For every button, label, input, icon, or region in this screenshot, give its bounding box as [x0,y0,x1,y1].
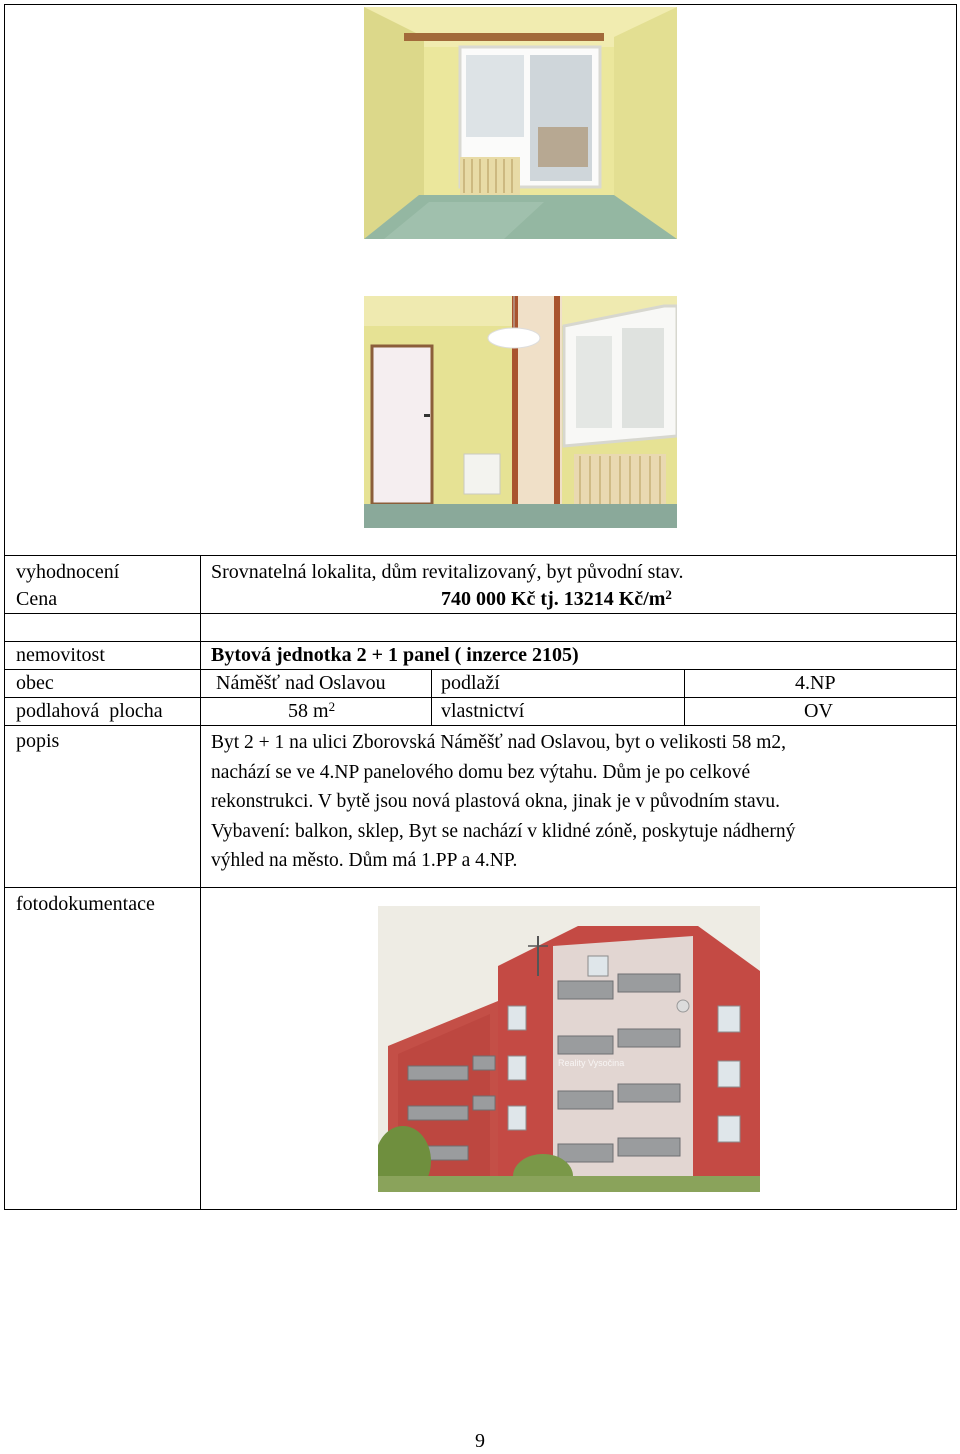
value-vyhodnoceni: Srovnatelná lokalita, dům revitalizovaný, byt původní stav. [211,561,684,583]
building-photo [378,906,760,1192]
watermark: Reality Vysočina [558,1058,625,1068]
value-podlazi: 4.NP [795,672,836,694]
value-cena [441,586,672,612]
label-fotodokumentace: fotodokumentace [16,893,155,915]
value-vlastnictvi: OV [804,700,833,722]
label-podlazi: podlaží [441,672,500,694]
value-plocha [288,698,335,724]
description-line: nachází se ve 4.NP panelového domu bez výtahu. Dům je po celkové [211,761,751,783]
area-text: 58 m [288,700,329,722]
label-obec: obec [16,672,54,694]
label-nemovitost: nemovitost [16,644,105,666]
label-popis: popis [16,730,60,752]
description-line: Vybavení: balkon, sklep, Byt se nachází v klidné zóně, poskytuje nádherný [211,820,796,842]
label-vyhodnoceni: vyhodnocení [16,561,120,583]
label-plocha: podlahová plocha [16,700,163,722]
price-sup: 2 [665,587,672,602]
description-line: výhled na město. Dům má 1.PP a 4.NP. [211,850,518,871]
label-vlastnictvi: vlastnictví [441,700,525,722]
price-text: 740 000 Kč tj. 13214 Kč/m [441,588,666,610]
area-sup: 2 [328,699,336,714]
description-line: rekonstrukci. V bytě jsou nová plastová okna, jinak je v původním stavu. [211,791,781,812]
room-photo-window [364,7,677,239]
description-line: Byt 2 + 1 na ulici Zborovská Náměšť nad Oslavou, byt o velikosti 58 m2, [211,732,787,753]
value-nemovitost: Bytová jednotka 2 + 1 panel ( inzerce 2105) [211,644,579,666]
label-cena: Cena [16,588,58,610]
description-text [211,728,941,876]
page-number: 9 [475,1430,485,1452]
room-photo-door [364,296,677,528]
value-obec: Náměšť nad Oslavou [216,672,386,694]
